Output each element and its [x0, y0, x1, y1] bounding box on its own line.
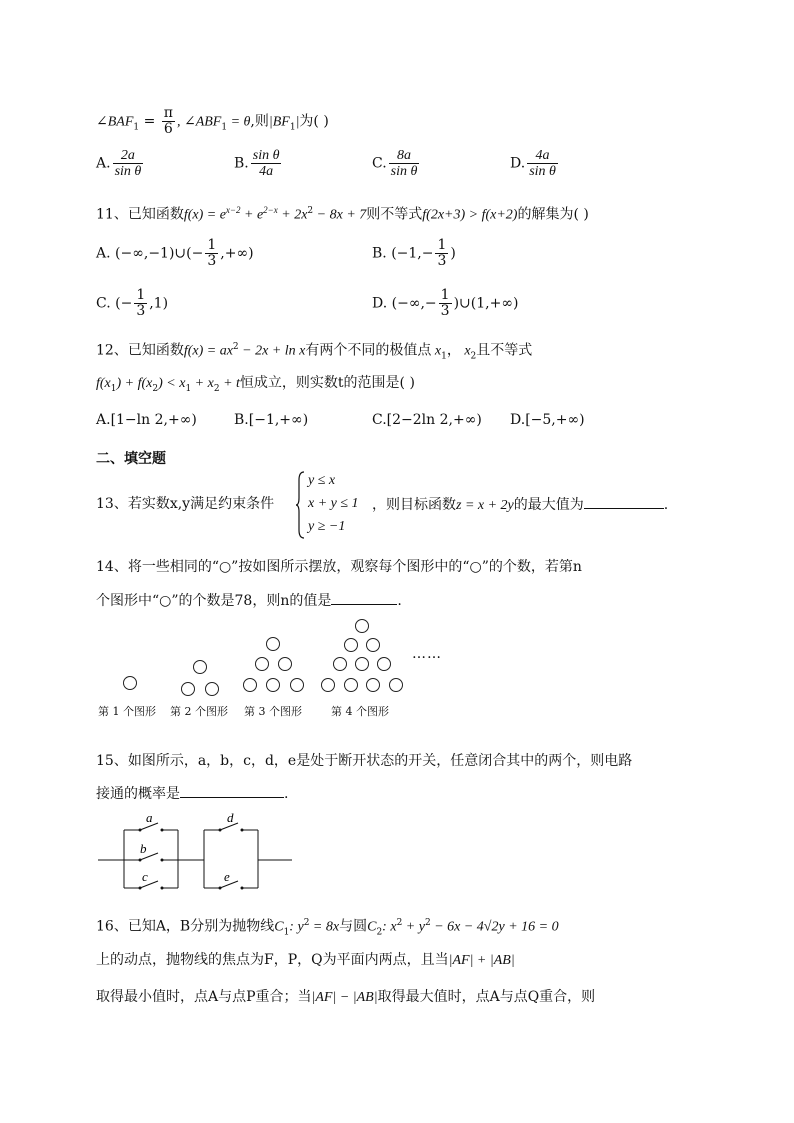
q10-sub: 1 — [133, 122, 140, 133]
frac-num: 2a — [113, 148, 144, 164]
q14-line2-text: 个图形中“○”的个数是78，则n的值是 — [96, 593, 332, 609]
q11-exp1: x−2 — [225, 205, 241, 215]
q12-s2: 2 — [152, 383, 159, 394]
circle-shape — [355, 619, 369, 633]
figure-caption-3: 第 3 个图形 — [244, 705, 302, 718]
frac-num: 1 — [207, 237, 217, 253]
q16-c1-eq: : y — [289, 919, 304, 935]
q10-ask: ,则 — [250, 113, 269, 130]
frac-num: 8a — [389, 148, 420, 164]
q10-option-b — [234, 148, 283, 179]
q13-constraint-2: x + y ≤ 1 — [308, 496, 359, 511]
circle-shape — [344, 638, 358, 652]
q11-rest2: − 8x + 7 — [313, 207, 367, 223]
option-label: B. — [234, 155, 249, 172]
q15-line2-text: 接通的概率是 — [96, 786, 180, 802]
option-label: C. — [372, 155, 387, 172]
option-value: [1−ln 2,+∞) — [110, 412, 197, 428]
q16-c2-sq2: 2 — [424, 918, 431, 928]
q12-s1: 1 — [110, 383, 117, 394]
q16-line1 — [96, 913, 559, 942]
q11-plus-e: + e — [240, 207, 264, 223]
frac-num: sin θ — [252, 148, 280, 163]
q12-func: f(x) = ax — [183, 343, 233, 359]
option-fraction — [527, 148, 558, 179]
q10-option-a — [96, 148, 145, 179]
q11-stem — [96, 200, 589, 226]
circle-shape — [333, 657, 347, 671]
q12-m3: ) < x — [158, 376, 186, 391]
q12-x2: x — [460, 343, 471, 359]
opt-frac — [439, 288, 452, 319]
q11-rest: + 2x — [277, 207, 308, 223]
section-heading-fill-in: 二、填空题 — [96, 451, 166, 467]
opt-end: ,1) — [149, 295, 169, 312]
q11-func: f(x) = e — [183, 207, 226, 223]
q11-exp2: 2−x — [263, 205, 278, 215]
q13-constraint-3: y ≥ −1 — [308, 519, 346, 534]
option-value: [2−2ln 2,+∞) — [386, 412, 482, 428]
opt-frac — [205, 238, 218, 269]
option-label: A. — [96, 412, 111, 428]
option-label: C. — [372, 412, 387, 428]
opt-frac — [134, 288, 147, 319]
q13-answer-blank[interactable] — [584, 494, 664, 509]
switch-label-b: b — [140, 841, 147, 856]
option-label: D. — [510, 155, 526, 172]
frac-den: 3 — [440, 303, 450, 319]
option-fraction — [113, 148, 144, 179]
q10-pi-den: 6 — [163, 121, 173, 137]
frac-den: sin θ — [529, 164, 556, 179]
q16-line3 — [96, 987, 595, 1008]
q13-stem-c: 的最大值为 — [513, 497, 584, 513]
q16-line3-math: |AF| − |AB| — [311, 990, 378, 1005]
q14-answer-blank[interactable] — [331, 590, 397, 605]
q11-ineq: f(2x+3) > f(x+2) — [422, 207, 518, 223]
q15-circuit-diagram — [96, 812, 296, 897]
q15-answer-blank[interactable] — [180, 783, 284, 798]
circle-shape — [366, 678, 380, 692]
opt-end: )∪(1,+∞) — [453, 295, 519, 312]
option-label: D. — [510, 412, 526, 428]
circle-shape — [344, 678, 358, 692]
frac-den: 3 — [136, 303, 146, 319]
q15-line1: 15、如图所示，a，b，c，d，e是处于断开状态的开关，任意闭合其中的两个，则电路 — [96, 753, 633, 769]
q10-bf-sub: 1 — [289, 122, 296, 133]
circle-shape — [123, 676, 137, 690]
switch-label-c: c — [142, 869, 148, 884]
q10-ask2: 为( ) — [299, 113, 329, 130]
opt-text: D. (−∞,− — [372, 295, 437, 312]
q16-c1-rest: = 8x — [309, 919, 340, 935]
switch-label-d: d — [227, 812, 234, 825]
q13-end: . — [663, 497, 669, 513]
q10-condition-line — [96, 106, 329, 137]
q11-option-a — [96, 238, 254, 269]
q13-objective: z = x + 2y — [456, 498, 514, 513]
q16-line3-text: 取得最小值时，点A与点P重合；当 — [96, 989, 312, 1005]
switch-label-e: e — [224, 869, 230, 884]
q16-c2-sq: 2 — [396, 918, 403, 928]
circle-shape — [321, 678, 335, 692]
frac-den: sin θ — [114, 164, 142, 179]
q12-s4: 2 — [213, 383, 220, 394]
q16-c2-rest2: − 6x − 4√2y + 16 = 0 — [430, 919, 559, 935]
option-value: [−1,+∞) — [248, 412, 309, 428]
q10-option-c — [372, 148, 421, 179]
option-value: [−5,+∞) — [525, 412, 585, 428]
q12-sq: 2 — [232, 342, 239, 352]
circle-shape — [389, 678, 403, 692]
q12-stem-c: 且不等式 — [476, 342, 533, 359]
q14-ellipsis: …… — [412, 646, 442, 662]
q12-m2: ) + f(x — [116, 376, 153, 391]
q12-x1: x — [431, 343, 442, 359]
circle-shape — [181, 682, 195, 696]
q11-sq: 2 — [307, 206, 314, 216]
q12-option-b — [234, 412, 308, 428]
option-label: A. — [96, 155, 111, 172]
q16-line3-end: 取得最大值时，点A与点Q重合，则 — [377, 989, 596, 1005]
q10-eq: = — [139, 113, 160, 130]
opt-text: B. (−1,− — [372, 245, 434, 262]
frac-num: 4a — [527, 148, 558, 164]
opt-end: ,+∞) — [220, 245, 254, 262]
q12-sep: ， — [446, 342, 461, 359]
q10-pi-num: π — [163, 105, 173, 121]
q13-stem-a: 13、若实数x,y满足约束条件 — [96, 496, 275, 512]
q16-line2 — [96, 950, 515, 971]
q10-pi-fraction — [162, 106, 175, 137]
frac-den: 3 — [437, 253, 447, 269]
frac-den: sin θ — [390, 164, 418, 179]
frac-num: 1 — [440, 287, 450, 303]
option-fraction — [389, 148, 420, 179]
q12-s3: 1 — [185, 383, 192, 394]
q16-line2-text: 上的动点，抛物线的焦点为F，P，Q为平面内两点，且当 — [96, 952, 449, 968]
q16-c1: C — [274, 919, 284, 935]
figure-caption-4: 第 4 个图形 — [331, 705, 389, 718]
opt-end: ) — [450, 245, 456, 262]
q13-stem-rest — [372, 494, 668, 516]
frac-den: 3 — [207, 253, 217, 269]
q14-end: . — [397, 593, 402, 609]
frac-den: 4a — [259, 164, 274, 179]
q16-c2-rest: + y — [402, 919, 425, 935]
opt-text: C. (− — [96, 295, 133, 312]
q16-c2-eq: : x — [382, 919, 397, 935]
q12-stem-b: 有两个不同的极值点 — [305, 342, 432, 359]
q11-stem-b: 则不等式 — [366, 206, 423, 223]
circle-shape — [377, 657, 391, 671]
q16-c2: C — [367, 919, 377, 935]
q11-option-b — [372, 238, 456, 269]
q15-end: . — [284, 786, 289, 802]
q12-m5: + t — [219, 376, 240, 391]
q12-line2-text: 恒成立，则实数t的范围是( ) — [239, 375, 415, 391]
q16-c1-sub: 1 — [283, 927, 290, 938]
q12-x2-sub: 2 — [470, 351, 477, 362]
figure-caption-1: 第 1 个图形 — [98, 705, 156, 718]
q12-option-a — [96, 412, 197, 428]
circle-shape — [266, 637, 280, 651]
q13-stem-b: ，则目标函数 — [372, 497, 456, 513]
q12-func-rest: − 2x + ln x — [238, 343, 306, 359]
q11-option-c — [96, 288, 168, 319]
q10-sub2: 1 — [221, 122, 228, 133]
frac-num: 1 — [437, 237, 447, 253]
switch-label-a: a — [146, 812, 153, 825]
opt-frac — [435, 238, 448, 269]
q12-line2 — [96, 373, 415, 399]
circle-shape — [278, 657, 292, 671]
circle-shape — [290, 678, 304, 692]
q16-c1-sq: 2 — [303, 918, 310, 928]
q16-mid: 与圆 — [339, 918, 368, 935]
q12-stem-a: 12、已知函数 — [96, 342, 184, 359]
q13-constraint-1: y ≤ x — [308, 473, 336, 488]
q14-line1: 14、将一些相同的“○”按如图所示摆放，观察每个图形中的“○”的个数，若第n — [96, 559, 582, 575]
q11-stem-a: 11、已知函数 — [96, 206, 184, 223]
circle-shape — [355, 657, 369, 671]
circle-shape — [193, 660, 207, 674]
q16-stem-a: 16、已知A，B分别为抛物线 — [96, 918, 275, 935]
circle-shape — [366, 638, 380, 652]
q12-option-c — [372, 412, 482, 428]
opt-text: A. (−∞,−1)∪(− — [96, 245, 204, 262]
q10-bf-end: | — [295, 114, 300, 130]
circle-shape — [266, 678, 280, 692]
circle-shape — [205, 682, 219, 696]
q12-m1: f(x — [96, 376, 111, 391]
figure-caption-2: 第 2 个图形 — [170, 705, 228, 718]
q14-line2 — [96, 590, 402, 611]
option-fraction — [251, 148, 282, 179]
q15-line2 — [96, 783, 288, 804]
q12-x1-sub: 1 — [441, 351, 447, 362]
q10-option-d — [510, 148, 560, 179]
q10-bf: |BF — [268, 114, 290, 130]
q10-angle-baf: ∠BAF — [96, 114, 134, 130]
q11-stem-c: 的解集为( ) — [517, 206, 589, 223]
q10-angle-abf: , ∠ABF — [176, 114, 222, 130]
circle-shape — [243, 678, 257, 692]
q16-line2-math: |AF| + |AB| — [448, 953, 515, 968]
q10-theta: = θ — [227, 114, 251, 130]
q16-c2-sub: 2 — [376, 927, 383, 938]
q12-m4: + x — [191, 376, 214, 391]
frac-num: 1 — [136, 287, 146, 303]
q12-stem — [96, 337, 532, 366]
q12-option-d — [510, 412, 585, 428]
circle-shape — [255, 657, 269, 671]
option-label: B. — [234, 412, 249, 428]
q13-brace — [296, 470, 306, 540]
q11-option-d — [372, 288, 518, 319]
